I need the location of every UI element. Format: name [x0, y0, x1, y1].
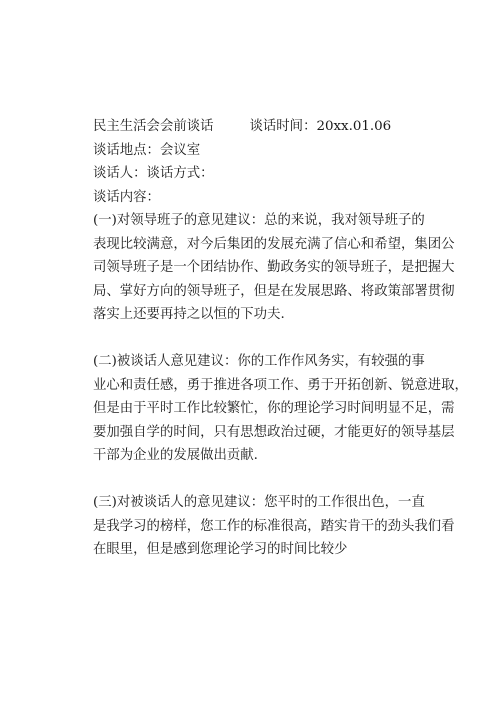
paragraph-line: (二)被谈话人意见建议：你的工作作风务实，有较强的事: [93, 354, 425, 369]
paragraph-suggestions-to-interviewee: [93, 491, 455, 562]
paragraph-line: 在眼里，但是感到您理论学习的时间比较少: [93, 542, 348, 557]
paragraph-interviewee-suggestions: [93, 350, 468, 468]
header-line: [93, 115, 427, 139]
talk-location: 谈话地点：会议室: [93, 142, 201, 158]
paragraph-line: 表现比较满意，对今后集团的发展充满了信心和希望，集团公: [93, 236, 455, 252]
talk-time: 谈话时间：20xx.01.06: [249, 119, 392, 134]
paragraph-line: 业心和责任感，勇于推进各项工作、勇于开拓创新、锐意进取，: [93, 377, 468, 393]
paragraph-line: (一)对领导班子的意见建议：总的来说，我对领导班子的: [93, 213, 425, 228]
paragraph-leadership-suggestions: [93, 209, 455, 327]
paragraph-line: 要加强自学的时间，只有思想政治过硬，才能更好的领导基层: [93, 424, 455, 440]
paragraph-line: 落实上还要再持之以恒的下功夫.: [93, 307, 285, 322]
paragraph-line: 干部为企业的发展做出贡献.: [93, 448, 258, 463]
paragraph-gap: [93, 468, 427, 492]
paragraph-line: 是我学习的榜样，您工作的标准很高，踏实肯干的劲头我们看: [93, 518, 455, 534]
title-spacer: [214, 115, 250, 139]
talk-people-method: 谈话人：谈话方式：: [93, 166, 214, 181]
paragraph-gap: [93, 327, 427, 351]
paragraph-line: 但是由于平时工作比较繁忙，你的理论学习时间明显不足，需: [93, 401, 455, 416]
paragraph-line: 司领导班子是一个团结协作、勤政务实的领导班子，是把握大: [93, 260, 455, 275]
paragraph-line: 局、掌好方向的领导班子，但是在发展思路、将政策部署贯彻: [93, 283, 455, 299]
document-title: 民主生活会会前谈话: [93, 119, 214, 134]
talk-content-label: 谈话内容：: [93, 189, 160, 205]
paragraph-line: (三)对被谈话人的意见建议：您平时的工作很出色，一直: [93, 495, 425, 510]
document-body: [93, 115, 468, 562]
